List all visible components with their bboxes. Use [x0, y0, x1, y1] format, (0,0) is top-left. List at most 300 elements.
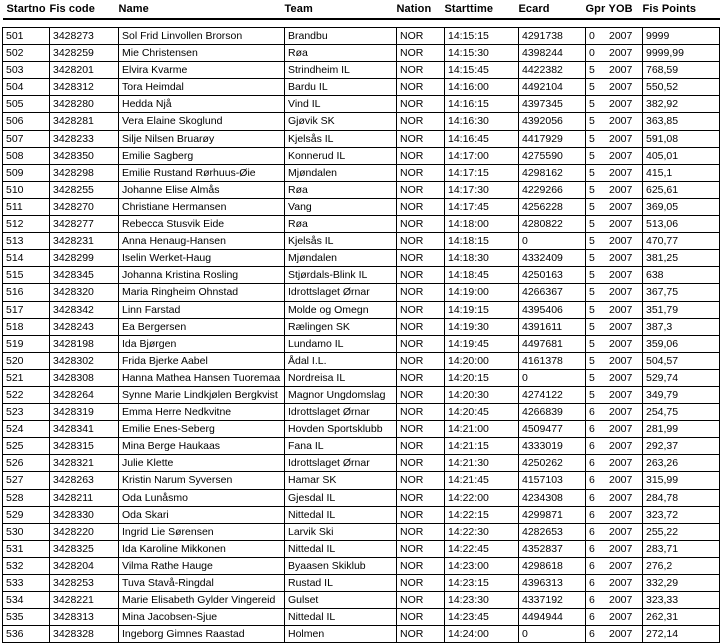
- cell-startno: 503: [3, 62, 50, 79]
- cell-team: Nittedal IL: [285, 609, 397, 626]
- table-row[interactable]: [3, 557, 720, 574]
- cell-nation: NOR: [397, 181, 445, 198]
- cell-gpr-yob: [586, 489, 643, 506]
- cell-starttime: 14:16:45: [445, 130, 519, 147]
- cell-yob: 2007: [609, 132, 633, 145]
- cell-name: Tuva Stavå-Ringdal: [119, 575, 285, 592]
- cell-fispoints: 292,37: [643, 438, 720, 455]
- cell-gpr: 5: [589, 218, 595, 231]
- cell-startno: 516: [3, 284, 50, 301]
- cell-gpr: 6: [589, 525, 595, 538]
- cell-startno: 521: [3, 369, 50, 386]
- cell-starttime: 14:17:00: [445, 147, 519, 164]
- cell-ecard: 4229266: [519, 181, 586, 198]
- cell-yob: 2007: [609, 525, 633, 538]
- cell-fispoints: 625,61: [643, 181, 720, 198]
- cell-ecard: 4250262: [519, 455, 586, 472]
- cell-fiscode: 3428345: [50, 267, 119, 284]
- cell-gpr: 6: [589, 440, 595, 453]
- table-row[interactable]: [3, 575, 720, 592]
- cell-startno: 523: [3, 404, 50, 421]
- cell-fiscode: 3428221: [50, 592, 119, 609]
- cell-team: Nittedal IL: [285, 506, 397, 523]
- cell-gpr-yob: [586, 455, 643, 472]
- cell-starttime: 14:15:45: [445, 62, 519, 79]
- cell-gpr-yob: [586, 540, 643, 557]
- cell-name: Oda Skari: [119, 506, 285, 523]
- table-row[interactable]: [3, 45, 720, 62]
- cell-gpr-yob: [586, 592, 643, 609]
- cell-fispoints: 513,06: [643, 216, 720, 233]
- cell-gpr: 5: [589, 286, 595, 299]
- table-row[interactable]: [3, 404, 720, 421]
- cell-team: Gjøvik SK: [285, 113, 397, 130]
- cell-fiscode: 3428277: [50, 216, 119, 233]
- table-row[interactable]: [3, 181, 720, 198]
- cell-yob: 2007: [609, 81, 633, 94]
- cell-fispoints: 351,79: [643, 301, 720, 318]
- cell-fispoints: 255,22: [643, 523, 720, 540]
- table-row[interactable]: [3, 489, 720, 506]
- cell-fiscode: 3428328: [50, 626, 119, 643]
- cell-team: Idrottslaget Ørnar: [285, 284, 397, 301]
- cell-gpr: 6: [589, 406, 595, 419]
- cell-yob: 2007: [609, 286, 633, 299]
- column-header-team[interactable]: Team: [284, 3, 313, 15]
- cell-starttime: 14:21:45: [445, 472, 519, 489]
- cell-fispoints: 283,71: [643, 540, 720, 557]
- cell-fiscode: 3428298: [50, 164, 119, 181]
- cell-fiscode: 3428342: [50, 301, 119, 318]
- table-row[interactable]: [3, 233, 720, 250]
- cell-gpr: 5: [589, 149, 595, 162]
- cell-yob: 2007: [609, 423, 633, 436]
- table-row[interactable]: [3, 592, 720, 609]
- cell-starttime: 14:22:15: [445, 506, 519, 523]
- cell-name: Julie Klette: [119, 455, 285, 472]
- cell-nation: NOR: [397, 79, 445, 96]
- cell-fispoints: 262,31: [643, 609, 720, 626]
- cell-startno: 501: [3, 28, 50, 45]
- cell-ecard: 0: [519, 233, 586, 250]
- cell-nation: NOR: [397, 62, 445, 79]
- cell-name: Emilie Rustand Rørhuus-Øie: [119, 164, 285, 181]
- cell-fispoints: 529,74: [643, 369, 720, 386]
- cell-startno: 526: [3, 455, 50, 472]
- cell-team: Røa: [285, 181, 397, 198]
- cell-name: Anna Henaug-Hansen: [119, 233, 285, 250]
- table-row[interactable]: [3, 301, 720, 318]
- cell-team: Gjesdal IL: [285, 489, 397, 506]
- cell-name: Ida Karoline Mikkonen: [119, 540, 285, 557]
- cell-ecard: 4509477: [519, 421, 586, 438]
- cell-ecard: 4337192: [519, 592, 586, 609]
- cell-fispoints: 281,99: [643, 421, 720, 438]
- cell-name: Mie Christensen: [119, 45, 285, 62]
- cell-startno: 518: [3, 318, 50, 335]
- cell-fiscode: 3428198: [50, 335, 119, 352]
- table-row[interactable]: [3, 284, 720, 301]
- cell-ecard: 4422382: [519, 62, 586, 79]
- cell-ecard: 4492104: [519, 79, 586, 96]
- cell-ecard: 4298618: [519, 557, 586, 574]
- cell-name: Ea Bergersen: [119, 318, 285, 335]
- cell-gpr-yob: [586, 335, 643, 352]
- cell-gpr-yob: [586, 506, 643, 523]
- cell-yob: 2007: [609, 269, 633, 282]
- cell-team: Magnor Ungdomslag: [285, 386, 397, 403]
- cell-gpr-yob: [586, 318, 643, 335]
- cell-startno: 513: [3, 233, 50, 250]
- cell-ecard: 4266367: [519, 284, 586, 301]
- table-row[interactable]: [3, 267, 720, 284]
- table-header: [3, 0, 720, 28]
- cell-name: Rebecca Stusvik Eide: [119, 216, 285, 233]
- cell-fiscode: 3428273: [50, 28, 119, 45]
- cell-name: Maria Ringheim Ohnstad: [119, 284, 285, 301]
- cell-nation: NOR: [397, 267, 445, 284]
- cell-gpr: 5: [589, 166, 595, 179]
- cell-gpr: 6: [589, 628, 595, 641]
- table-row[interactable]: [3, 455, 720, 472]
- cell-fispoints: 254,75: [643, 404, 720, 421]
- cell-team: Larvik Ski: [285, 523, 397, 540]
- cell-startno: 533: [3, 575, 50, 592]
- cell-gpr-yob: [586, 609, 643, 626]
- cell-gpr: 6: [589, 491, 595, 504]
- cell-startno: 530: [3, 523, 50, 540]
- cell-gpr-yob: [586, 352, 643, 369]
- cell-nation: NOR: [397, 557, 445, 574]
- cell-name: Johanna Kristina Rosling: [119, 267, 285, 284]
- cell-gpr-yob: [586, 557, 643, 574]
- cell-gpr-yob: [586, 301, 643, 318]
- cell-nation: NOR: [397, 455, 445, 472]
- cell-fispoints: 272,14: [643, 626, 720, 643]
- table-row[interactable]: [3, 386, 720, 403]
- cell-starttime: 14:16:15: [445, 96, 519, 113]
- cell-ecard: 4397345: [519, 96, 586, 113]
- cell-yob: 2007: [609, 457, 633, 470]
- cell-team: Konnerud IL: [285, 147, 397, 164]
- cell-team: Hovden Sportsklubb: [285, 421, 397, 438]
- table-body: [3, 28, 720, 643]
- cell-startno: 529: [3, 506, 50, 523]
- cell-startno: 517: [3, 301, 50, 318]
- column-header-starttime[interactable]: Starttime: [444, 3, 494, 15]
- table-row[interactable]: [3, 198, 720, 215]
- table-row[interactable]: [3, 523, 720, 540]
- table-row[interactable]: [3, 472, 720, 489]
- cell-fiscode: 3428264: [50, 386, 119, 403]
- cell-ecard: 4494944: [519, 609, 586, 626]
- cell-gpr-yob: [586, 250, 643, 267]
- cell-gpr: 6: [589, 542, 595, 555]
- cell-fiscode: 3428263: [50, 472, 119, 489]
- cell-startno: 510: [3, 181, 50, 198]
- table-row[interactable]: [3, 369, 720, 386]
- cell-yob: 2007: [609, 577, 633, 589]
- cell-name: Vera Elaine Skoglund: [119, 113, 285, 130]
- cell-yob: 2007: [609, 30, 633, 42]
- column-header-nation[interactable]: Nation: [396, 3, 432, 15]
- cell-startno: 502: [3, 45, 50, 62]
- cell-gpr: 0: [589, 47, 595, 60]
- cell-fispoints: 276,2: [643, 557, 720, 574]
- table-row[interactable]: [3, 318, 720, 335]
- cell-fiscode: 3428281: [50, 113, 119, 130]
- cell-startno: 535: [3, 609, 50, 626]
- cell-starttime: 14:23:15: [445, 575, 519, 592]
- cell-startno: 514: [3, 250, 50, 267]
- cell-yob: 2007: [609, 354, 633, 367]
- cell-starttime: 14:23:00: [445, 557, 519, 574]
- cell-fiscode: 3428315: [50, 438, 119, 455]
- cell-name: Frida Bjerke Aabel: [119, 352, 285, 369]
- cell-startno: 528: [3, 489, 50, 506]
- cell-starttime: 14:19:00: [445, 284, 519, 301]
- cell-starttime: 14:17:45: [445, 198, 519, 215]
- cell-nation: NOR: [397, 233, 445, 250]
- cell-starttime: 14:22:30: [445, 523, 519, 540]
- cell-ecard: 4161378: [519, 352, 586, 369]
- table-row[interactable]: [3, 609, 720, 626]
- cell-ecard: 0: [519, 369, 586, 386]
- cell-nation: NOR: [397, 352, 445, 369]
- cell-gpr: 6: [589, 423, 595, 436]
- column-header-yob: YOB: [608, 3, 633, 15]
- cell-gpr-yob: [586, 438, 643, 455]
- cell-yob: 2007: [609, 303, 633, 316]
- cell-gpr-yob: [586, 198, 643, 215]
- cell-gpr: 5: [589, 200, 595, 213]
- cell-team: Mjøndalen: [285, 164, 397, 181]
- cell-startno: 512: [3, 216, 50, 233]
- cell-gpr-yob: [586, 472, 643, 489]
- cell-team: Byaasen Skiklub: [285, 557, 397, 574]
- cell-ecard: 4234308: [519, 489, 586, 506]
- cell-nation: NOR: [397, 523, 445, 540]
- table-row[interactable]: [3, 28, 720, 45]
- cell-startno: 524: [3, 421, 50, 438]
- cell-yob: 2007: [609, 559, 633, 572]
- table-row[interactable]: [3, 438, 720, 455]
- cell-fiscode: 3428299: [50, 250, 119, 267]
- cell-ecard: 4333019: [519, 438, 586, 455]
- table-row[interactable]: [3, 335, 720, 352]
- cell-fispoints: 382,92: [643, 96, 720, 113]
- cell-nation: NOR: [397, 489, 445, 506]
- cell-fiscode: 3428308: [50, 369, 119, 386]
- cell-name: Emilie Enes-Seberg: [119, 421, 285, 438]
- cell-gpr-yob: [586, 113, 643, 130]
- cell-gpr-yob: [586, 147, 643, 164]
- cell-ecard: 4332409: [519, 250, 586, 267]
- cell-team: Mjøndalen: [285, 250, 397, 267]
- table-row[interactable]: [3, 113, 720, 130]
- cell-yob: 2007: [609, 491, 633, 504]
- cell-fiscode: 3428312: [50, 79, 119, 96]
- cell-fispoints: 323,72: [643, 506, 720, 523]
- cell-starttime: 14:23:45: [445, 609, 519, 626]
- cell-yob: 2007: [609, 542, 633, 555]
- table-row[interactable]: [3, 96, 720, 113]
- cell-starttime: 14:21:15: [445, 438, 519, 455]
- column-header-fispoints[interactable]: Fis Points: [642, 3, 697, 15]
- cell-yob: 2007: [609, 252, 633, 265]
- cell-fiscode: 3428313: [50, 609, 119, 626]
- cell-ecard: 4280822: [519, 216, 586, 233]
- cell-nation: NOR: [397, 335, 445, 352]
- table-row[interactable]: [3, 130, 720, 147]
- cell-gpr: 5: [589, 64, 595, 77]
- cell-fispoints: 550,52: [643, 79, 720, 96]
- cell-gpr-yob: [586, 369, 643, 386]
- table-row[interactable]: [3, 540, 720, 557]
- cell-ecard: 4398244: [519, 45, 586, 62]
- cell-nation: NOR: [397, 609, 445, 626]
- column-header-startno[interactable]: Startno: [6, 3, 46, 15]
- cell-starttime: 14:15:15: [445, 28, 519, 45]
- cell-team: Vind IL: [285, 96, 397, 113]
- cell-gpr-yob: [586, 523, 643, 540]
- cell-gpr: 5: [589, 115, 595, 128]
- table-row[interactable]: [3, 626, 720, 643]
- cell-startno: 506: [3, 113, 50, 130]
- cell-startno: 534: [3, 592, 50, 609]
- table-row[interactable]: [3, 216, 720, 233]
- cell-nation: NOR: [397, 421, 445, 438]
- cell-fiscode: 3428350: [50, 147, 119, 164]
- table-row[interactable]: [3, 421, 720, 438]
- table-row[interactable]: [3, 79, 720, 96]
- cell-ecard: 4392056: [519, 113, 586, 130]
- cell-ecard: 4291738: [519, 28, 586, 45]
- cell-yob: 2007: [609, 149, 633, 162]
- cell-yob: 2007: [609, 337, 633, 350]
- cell-team: Molde og Omegn: [285, 301, 397, 318]
- cell-team: Rustad IL: [285, 575, 397, 592]
- cell-fiscode: 3428259: [50, 45, 119, 62]
- cell-fispoints: 591,08: [643, 130, 720, 147]
- cell-gpr-yob: [586, 421, 643, 438]
- table-row[interactable]: [3, 62, 720, 79]
- cell-gpr: 6: [589, 577, 595, 589]
- cell-starttime: 14:20:15: [445, 369, 519, 386]
- cell-gpr: 5: [589, 183, 595, 196]
- cell-team: Idrottslaget Ørnar: [285, 404, 397, 421]
- cell-ecard: 4298162: [519, 164, 586, 181]
- cell-team: Strindheim IL: [285, 62, 397, 79]
- column-header-name[interactable]: Name: [118, 3, 149, 15]
- cell-gpr-yob: [586, 130, 643, 147]
- cell-startno: 515: [3, 267, 50, 284]
- cell-starttime: 14:17:30: [445, 181, 519, 198]
- cell-startno: 536: [3, 626, 50, 643]
- table-row[interactable]: [3, 147, 720, 164]
- table-row[interactable]: [3, 250, 720, 267]
- cell-fiscode: 3428325: [50, 540, 119, 557]
- cell-fispoints: 9999,99: [643, 45, 720, 62]
- table-row[interactable]: [3, 506, 720, 523]
- cell-gpr-yob: [586, 284, 643, 301]
- cell-nation: NOR: [397, 438, 445, 455]
- cell-yob: 2007: [609, 440, 633, 453]
- cell-yob: 2007: [609, 166, 633, 179]
- cell-startno: 531: [3, 540, 50, 557]
- cell-starttime: 14:16:30: [445, 113, 519, 130]
- table-row[interactable]: [3, 352, 720, 369]
- cell-nation: NOR: [397, 130, 445, 147]
- cell-nation: NOR: [397, 164, 445, 181]
- cell-nation: NOR: [397, 96, 445, 113]
- column-header-ecard[interactable]: Ecard: [518, 3, 550, 15]
- cell-nation: NOR: [397, 592, 445, 609]
- cell-gpr: 5: [589, 303, 595, 316]
- cell-gpr: 5: [589, 354, 595, 367]
- cell-fispoints: 504,57: [643, 352, 720, 369]
- cell-ecard: 4352837: [519, 540, 586, 557]
- cell-nation: NOR: [397, 28, 445, 45]
- cell-gpr-yob: [586, 404, 643, 421]
- cell-yob: 2007: [609, 388, 633, 401]
- cell-fispoints: 405,01: [643, 147, 720, 164]
- cell-team: Idrottslaget Ørnar: [285, 455, 397, 472]
- cell-starttime: 14:21:00: [445, 421, 519, 438]
- cell-starttime: 14:23:30: [445, 592, 519, 609]
- table-row[interactable]: [3, 164, 720, 181]
- cell-gpr: 5: [589, 98, 595, 111]
- cell-fispoints: 369,05: [643, 198, 720, 215]
- cell-yob: 2007: [609, 371, 633, 384]
- cell-fiscode: 3428253: [50, 575, 119, 592]
- cell-gpr: 5: [589, 235, 595, 248]
- cell-gpr-yob: [586, 45, 643, 62]
- cell-yob: 2007: [609, 98, 633, 111]
- cell-gpr-yob: [586, 267, 643, 284]
- cell-starttime: 14:15:30: [445, 45, 519, 62]
- cell-fiscode: 3428201: [50, 62, 119, 79]
- cell-starttime: 14:20:45: [445, 404, 519, 421]
- cell-name: Hedda Njå: [119, 96, 285, 113]
- cell-gpr: 6: [589, 457, 595, 470]
- cell-gpr: 5: [589, 337, 595, 350]
- cell-starttime: 14:19:30: [445, 318, 519, 335]
- cell-ecard: 4282653: [519, 523, 586, 540]
- column-header-fiscode[interactable]: Fis code: [49, 3, 95, 15]
- cell-fispoints: 415,1: [643, 164, 720, 181]
- cell-startno: 527: [3, 472, 50, 489]
- column-header-gpr-yob[interactable]: [586, 0, 643, 19]
- cell-startno: 511: [3, 198, 50, 215]
- cell-fispoints: 315,99: [643, 472, 720, 489]
- cell-starttime: 14:18:30: [445, 250, 519, 267]
- cell-ecard: 4391611: [519, 318, 586, 335]
- cell-nation: NOR: [397, 506, 445, 523]
- cell-nation: NOR: [397, 45, 445, 62]
- cell-yob: 2007: [609, 115, 633, 128]
- cell-team: Nordreisa IL: [285, 369, 397, 386]
- cell-gpr: 0: [589, 30, 595, 42]
- cell-fispoints: 349,79: [643, 386, 720, 403]
- cell-name: Ingeborg Gimnes Raastad: [119, 626, 285, 643]
- cell-fiscode: 3428330: [50, 506, 119, 523]
- cell-yob: 2007: [609, 611, 633, 624]
- cell-team: Nittedal IL: [285, 540, 397, 557]
- cell-nation: NOR: [397, 540, 445, 557]
- cell-name: Emilie Sagberg: [119, 147, 285, 164]
- cell-ecard: 4395406: [519, 301, 586, 318]
